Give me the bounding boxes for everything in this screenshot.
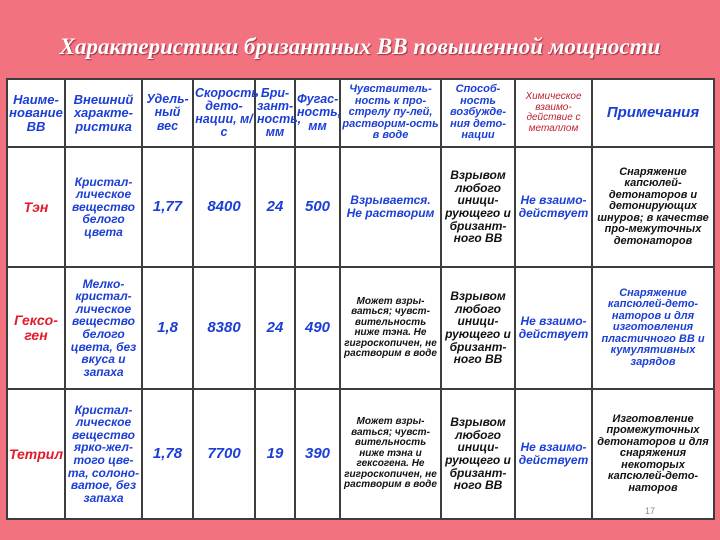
- header-appearance: Внешний характе-ристика: [65, 79, 142, 147]
- cell-velocity: 8400: [193, 147, 255, 267]
- cell-appearance: Кристал-лическое вещество ярко-жел-того цве-та, солоно-ватое, без запаха: [65, 389, 142, 519]
- cell-sensitivity: Взрывается. Не растворим: [340, 147, 441, 267]
- cell-notes: Снаряжение капсюлей-дето-наторов и для изготовления пластичного ВВ и кумулятивных зарядов: [592, 267, 714, 389]
- cell-appearance: Кристал-лическое вещество белого цвета: [65, 147, 142, 267]
- cell-name: Тэн: [7, 147, 65, 267]
- cell-sensitivity: Может взры-ваться; чувст-вительность ниже тэна. Не гигроскопичен, не растворим в воде: [340, 267, 441, 389]
- cell-velocity: 8380: [193, 267, 255, 389]
- cell-density: 1,78: [142, 389, 193, 519]
- page-number: 17: [645, 506, 656, 516]
- explosives-table: [6, 78, 713, 520]
- cell-density: 1,77: [142, 147, 193, 267]
- cell-brisance: 24: [255, 147, 295, 267]
- cell-name: Гексо-ген: [7, 267, 65, 389]
- cell-chemical: Не взаимо-действует: [515, 389, 592, 519]
- slide-title: Характеристики бризантных ВВ повышенной мощности: [59, 34, 661, 59]
- cell-initiation: Взрывом любого иници-рующего и бризант-ного ВВ: [441, 267, 515, 389]
- cell-chemical: Не взаимо-действует: [515, 147, 592, 267]
- table-row: [7, 389, 714, 519]
- header-brisance: Бри-зант-ность, мм: [255, 79, 295, 147]
- header-name: Наиме-нование ВВ: [7, 79, 65, 147]
- cell-sensitivity: Может взры-ваться; чувст-вительность ниже тэна и гексогена. Не гигроскопичен, не растворим в воде: [340, 389, 441, 519]
- header-row: [7, 79, 714, 147]
- header-initiation: Способ-ность возбужде-ния дето-нации: [441, 79, 515, 147]
- header-sensitivity: Чувствитель-ность к про-стрелу пу-лей, растворим-ость в воде: [340, 79, 441, 147]
- cell-brisance: 24: [255, 267, 295, 389]
- cell-velocity: 7700: [193, 389, 255, 519]
- cell-chemical: Не взаимо-действует: [515, 267, 592, 389]
- cell-explosive-power: 390: [295, 389, 340, 519]
- table-row: [7, 147, 714, 267]
- cell-name: Тетрил: [7, 389, 65, 519]
- cell-appearance: Мелко-кристал-лическое вещество белого цвета, без вкуса и запаха: [65, 267, 142, 389]
- cell-brisance: 19: [255, 389, 295, 519]
- cell-notes: Изготовление промежуточных детонаторов и для снаряжения некоторых капсюлей-дето-наторов: [592, 389, 714, 519]
- cell-initiation: Взрывом любого иници-рующего и бризант-ного ВВ: [441, 389, 515, 519]
- header-explosive-power: Фугас-ность, мм: [295, 79, 340, 147]
- header-chemical: Химическое взаимо-действие с металлом: [515, 79, 592, 147]
- header-density: Удель-ный вес: [142, 79, 193, 147]
- cell-density: 1,8: [142, 267, 193, 389]
- cell-notes: Снаряжение капсюлей-детонаторов и детонирующих шнуров; в качестве про-межуточных детонаторов: [592, 147, 714, 267]
- header-velocity: Скорость дето-нации, м/с: [193, 79, 255, 147]
- table-row: [7, 267, 714, 389]
- cell-explosive-power: 490: [295, 267, 340, 389]
- cell-initiation: Взрывом любого иници-рующего и бризант-ного ВВ: [441, 147, 515, 267]
- header-notes: Примечания: [592, 79, 714, 147]
- cell-explosive-power: 500: [295, 147, 340, 267]
